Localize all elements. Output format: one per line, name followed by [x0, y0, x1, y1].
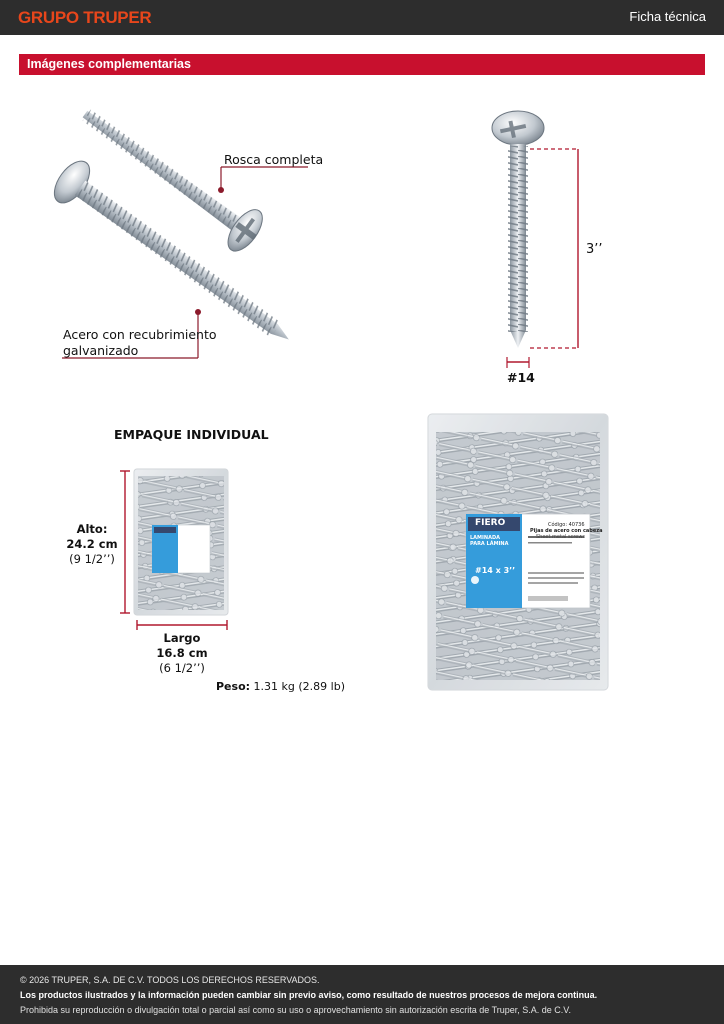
package-height-cm: 24.2 cm: [66, 537, 118, 551]
callout-material-line2: galvanizado: [63, 343, 139, 358]
footer-copyright: © 2026 TRUPER, S.A. DE C.V. TODOS LOS DERECHOS RESERVADOS.: [20, 975, 320, 985]
dimension-length: 3’’: [586, 242, 603, 257]
package-code: Código: 40736: [548, 522, 585, 528]
brand-logo: GRUPO TRUPER: [18, 8, 152, 27]
dimension-gauge: #14: [507, 370, 535, 385]
section-title: Imágenes complementarias: [27, 57, 191, 71]
packaging-title: EMPAQUE INDIVIDUAL: [114, 427, 269, 442]
package-weight: [216, 679, 345, 694]
package-weight-label: Peso:: [216, 680, 251, 693]
package-description: Pijas de acero con cabeza: [530, 528, 603, 534]
package-description-en: Sheet metal screws: [536, 534, 586, 540]
callout-material-line1: Acero con recubrimiento: [63, 327, 217, 342]
footer: [0, 965, 724, 1024]
package-subtitle-line2: PARA LÁMINA: [470, 541, 509, 547]
screw-full-thread: [71, 95, 269, 257]
package-height-in: (9 1/2’’): [69, 552, 115, 566]
package-size: #14 x 3’’: [475, 566, 516, 575]
footer-prohibition: Prohibida su reproducción o divulgación total o parcial así como su uso o aprovechamiento sin autorización escrita de Truper, S.A. de C.V.: [20, 1005, 571, 1015]
package-small: [134, 469, 228, 615]
package-width-cm: 16.8 cm: [156, 646, 208, 660]
package-logo: FIERO: [475, 518, 506, 528]
package-height-label: Alto:: [76, 522, 108, 536]
package-width-in: (6 1/2’’): [159, 661, 205, 675]
package-subtitle-line1: LAMINADA: [470, 535, 500, 541]
footer-disclaimer: Los productos ilustrados y la información pueden cambiar sin previo aviso, como resultado de nuestros procesos de mejora continua.: [20, 990, 598, 1000]
screw-vertical: [492, 111, 544, 348]
package-weight-value: 1.31 kg (2.89 lb): [253, 680, 345, 693]
document-type: Ficha técnica: [629, 9, 706, 24]
package-width-label: Largo: [163, 631, 201, 645]
callout-full-thread: Rosca completa: [224, 152, 324, 167]
package-large: [428, 414, 608, 690]
